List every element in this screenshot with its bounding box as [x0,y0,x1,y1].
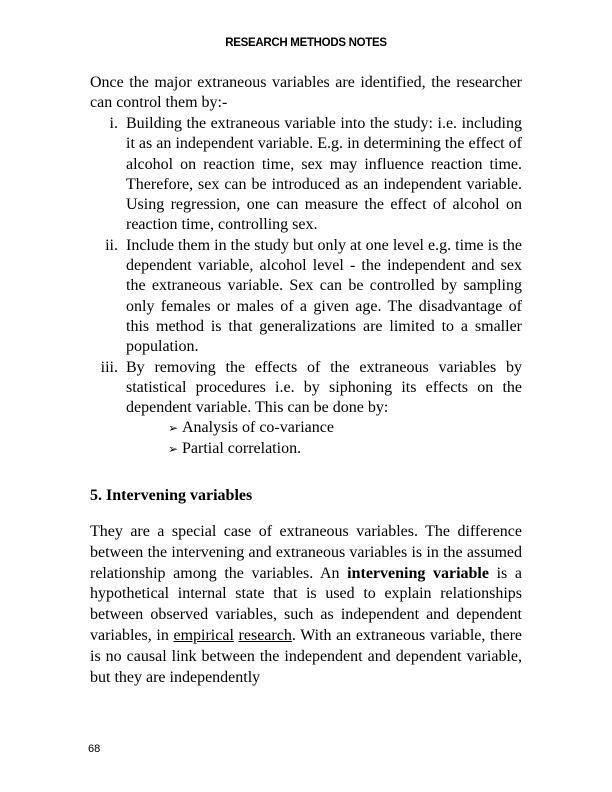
intro-paragraph: Once the major extraneous variables are identified, the researcher can control them by:- [90,74,522,112]
bold-term: intervening variable [347,564,489,582]
sub-bullet-text: Partial correlation. [182,439,302,457]
sub-bullet-text: Analysis of co-variance [182,419,334,437]
list-marker: iii. [100,358,118,376]
list-item-text: Building the extraneous variable into the study: i.e. including it as an independent variable. E.g. in determining the effect of alcohol on reaction time, sex may influence reaction time. Therefore, sex can be introduced as an independent variable. Using regression, one can measure the effect of alcohol on reaction time, controlling sex. [126,115,522,234]
control-methods-list [90,114,522,459]
paragraph-text: . With an extraneous variable, there is no causal link between the independent and dependent variable, but they are independently [90,626,523,686]
list-item-text: Include them in the study but only at one level e.g. time is the dependent variable, alcohol level - the independent and sex the extraneous variable. Sex can be controlled by sampling only females or males of a given age. The disadvantage of this method is that generalizations are limited to a smaller population. [126,236,522,356]
list-marker: ii. [105,236,118,254]
section-heading: 5. Intervening variables [90,487,253,504]
arrow-bullet-icon: ➢ [168,421,179,436]
arrow-bullet-icon: ➢ [168,441,179,456]
research-link[interactable]: research [238,626,292,644]
list-marker: i. [109,115,118,132]
sub-bullet-list [126,418,522,459]
running-header: RESEARCH METHODS NOTES [225,37,387,49]
sub-bullet-item [168,439,522,459]
list-item-text: By removing the effects of the extraneous variables by statistical procedures i.e. by siphoning its effects on the dependent variable. This can be done by: [126,358,522,417]
sub-bullet-item [168,418,522,438]
list-item [90,114,522,236]
list-item [90,236,522,358]
paragraph-text: They are a special case of extraneous variables. The difference between the intervening and extraneous variables is in the assumed relationship among the variables. An [90,523,522,582]
page-number: 68 [88,743,101,755]
empirical-link[interactable]: empirical [173,626,234,644]
list-item [90,358,522,459]
paragraph-text: is a hypothetical internal state that is used to explain relationships between observed variables, such as independent and dependent variables, in [90,564,522,644]
intervening-variables-paragraph [90,522,522,688]
